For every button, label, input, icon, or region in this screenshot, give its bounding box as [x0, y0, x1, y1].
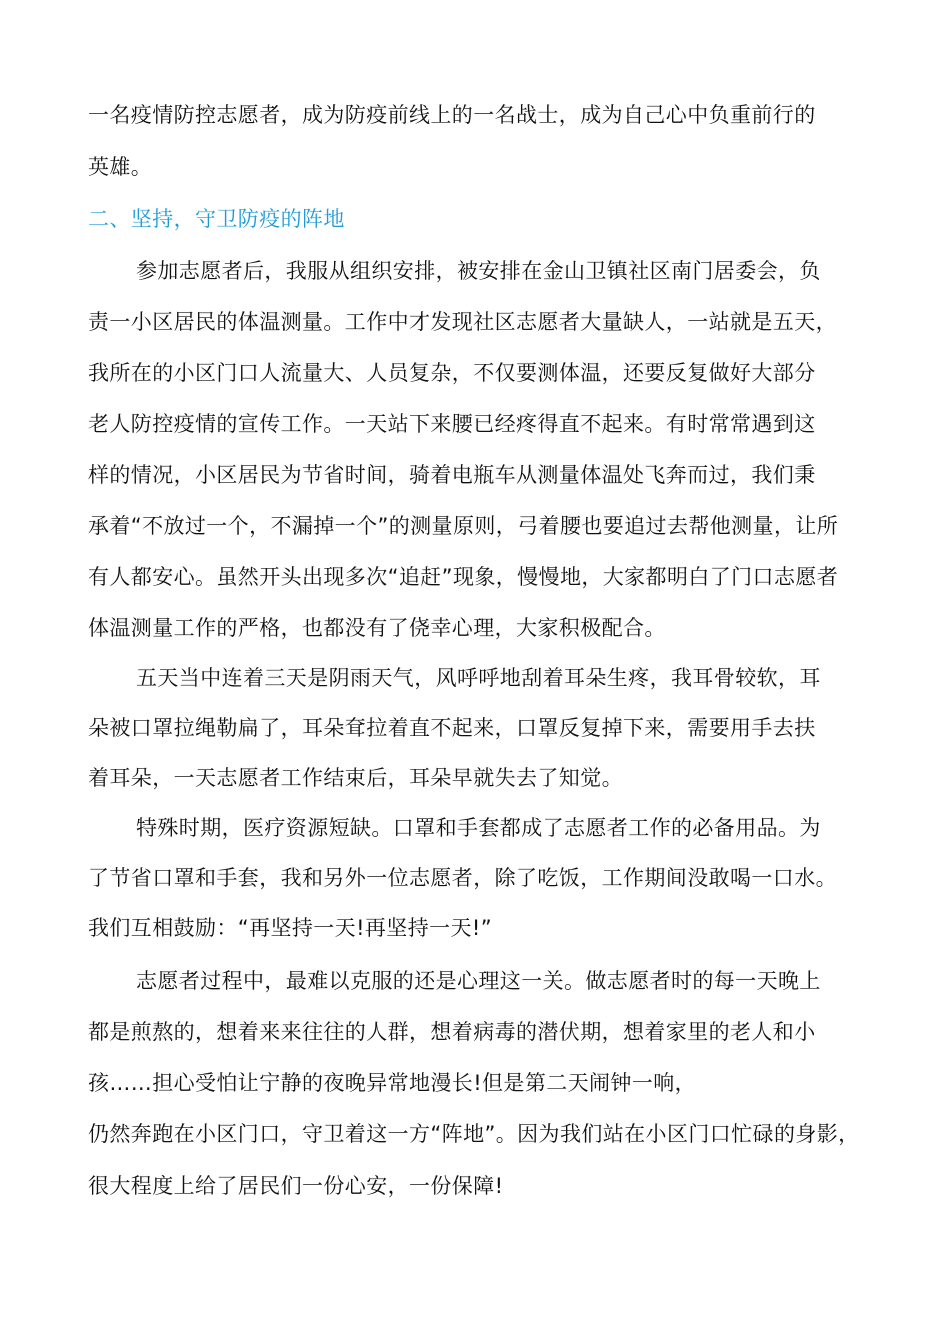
text-line: 孩……担心受怕让宁静的夜晚异常地漫长!但是第二天闹钟一响，: [88, 1071, 697, 1095]
paragraph-first-line: 五天当中连着三天是阴雨天气，风呼呼地刮着耳朵生疼，我耳骨较软，耳: [136, 666, 821, 690]
section-heading: 二、坚持，守卫防疫的阵地: [88, 207, 345, 231]
text-line: 了节省口罩和手套，我和另外一位志愿者，除了吃饭，工作期间没敢喝一口水。: [88, 866, 837, 890]
text-line: 一名疫情防控志愿者，成为防疫前线上的一名战士，成为自己心中负重前行的: [88, 103, 816, 127]
paragraph-first-line: 特殊时期，医疗资源短缺。口罩和手套都成了志愿者工作的必备用品。为: [136, 816, 821, 840]
text-line: 老人防控疫情的宣传工作。一天站下来腰已经疼得直不起来。有时常常遇到这: [88, 412, 816, 436]
text-line: 有人都安心。虽然开头出现多次“追赶”现象，慢慢地，大家都明白了门口志愿者: [88, 565, 839, 589]
text-line: 都是煎熬的，想着来来往往的人群，想着病毒的潜伏期，想着家里的老人和小: [88, 1020, 816, 1044]
text-line: 样的情况，小区居民为节省时间，骑着电瓶车从测量体温处飞奔而过，我们秉: [88, 463, 816, 487]
text-line: 体温测量工作的严格，也都没有了侥幸心理，大家积极配合。: [88, 616, 666, 640]
text-line: 朵被口罩拉绳勒扁了，耳朵耷拉着直不起来，口罩反复掉下来，需要用手去扶: [88, 716, 816, 740]
text-line: 责一小区居民的体温测量。工作中才发现社区志愿者大量缺人，一站就是五天，: [88, 310, 837, 334]
text-line: 英雄。: [88, 155, 153, 179]
text-line: 仍然奔跑在小区门口，守卫着这一方“阵地”。因为我们站在小区门口忙碌的身影，: [88, 1122, 860, 1146]
text-line: 承着“不放过一个，不漏掉一个”的测量原则，弓着腰也要追过去帮他测量，让所: [88, 514, 839, 538]
paragraph-first-line: 志愿者过程中，最难以克服的还是心理这一关。做志愿者时的每一天晚上: [136, 969, 821, 993]
text-line: 我所在的小区门口人流量大、人员复杂，不仅要测体温，还要反复做好大部分: [88, 361, 816, 385]
text-line: 很大程度上给了居民们一份心安，一份保障!: [88, 1174, 504, 1198]
paragraph-first-line: 参加志愿者后，我服从组织安排，被安排在金山卫镇社区南门居委会，负: [136, 259, 821, 283]
text-line: 着耳朵，一天志愿者工作结束后，耳朵早就失去了知觉。: [88, 766, 623, 790]
text-line: 我们互相鼓励：“再坚持一天!再坚持一天!”: [88, 916, 492, 940]
